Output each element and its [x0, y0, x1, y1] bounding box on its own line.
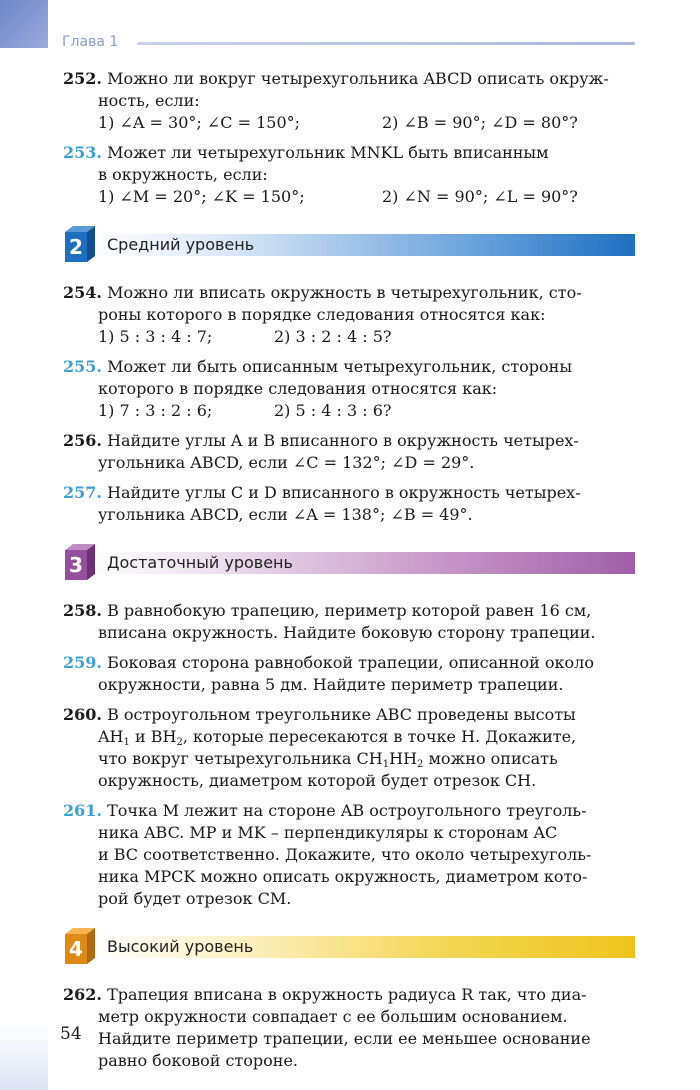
problem-text: Может ли быть описанным четырехугольник, стороны: [107, 357, 573, 376]
problem-text: угольника ABCD, если ∠A = 138°; ∠B = 49°.: [98, 505, 473, 524]
text-fragment: и BH: [129, 727, 177, 746]
problem-text: которого в порядке следования относятся как:: [98, 379, 498, 398]
problem-text: ника MPCK можно описать окружность, диаметром кото-: [98, 867, 588, 886]
option-2: 2) 5 : 4 : 3 : 6?: [274, 401, 392, 420]
problem-253: [63, 142, 635, 208]
option-2: 2) 3 : 2 : 4 : 5?: [274, 327, 392, 346]
level-header-4: [63, 928, 635, 966]
text-fragment: HH: [389, 749, 418, 768]
problem-number: 254.: [63, 283, 102, 302]
corner-decoration: [0, 0, 48, 48]
problem-text: ность, если:: [98, 91, 200, 110]
level-number: 2: [69, 235, 83, 259]
problem-text: Точка M лежит на стороне AB остроугольного треуголь-: [107, 801, 587, 820]
page-number: 54: [60, 1024, 82, 1044]
problem-text: Можно ли вписать окружность в четырехугольник, сто-: [107, 283, 582, 302]
problem-number: 260.: [63, 705, 102, 724]
problem-text: В остроугольном треугольнике ABC проведены высоты: [107, 705, 576, 724]
level-label: Высокий уровень: [107, 937, 254, 956]
problem-text: ника ABC. MP и MK – перпендикуляры к сторонам AC: [98, 823, 558, 842]
chapter-title: Глава 1: [62, 34, 119, 50]
page-content: [63, 68, 635, 1080]
problem-number: 258.: [63, 601, 102, 620]
subscript: 2: [176, 737, 183, 748]
text-fragment: AH: [98, 727, 124, 746]
level-header-2: [63, 226, 635, 264]
subscript: 1: [382, 759, 390, 770]
option-2: 2) ∠N = 90°; ∠L = 90°?: [382, 187, 578, 206]
level-number: 4: [69, 937, 83, 961]
problem-257: [63, 482, 635, 526]
text-fragment: можно описать: [423, 749, 558, 768]
problem-252: [63, 68, 635, 134]
problem-text: и BC соответственно. Докажите, что около четырехуголь-: [98, 845, 592, 864]
problem-text: в окружность, если:: [98, 165, 268, 184]
problem-text: Боковая сторона равнобокой трапеции, описанной около: [107, 653, 594, 672]
problem-text: [63, 726, 635, 748]
problem-number: 255.: [63, 357, 102, 376]
problem-text: В равнобокую трапецию, периметр которой равен 16 см,: [107, 601, 592, 620]
option-1: 1) ∠M = 20°; ∠K = 150°;: [98, 187, 305, 206]
level-number: 3: [69, 553, 83, 577]
problem-262: [63, 984, 635, 1072]
problem-number: 257.: [63, 483, 102, 502]
problem-number: 256.: [63, 431, 102, 450]
problem-options: [63, 326, 635, 348]
problem-text: роны которого в порядке следования относятся как:: [98, 305, 546, 324]
problem-text: окружность, диаметром которой будет отрезок CH.: [98, 771, 537, 790]
problem-number: 261.: [63, 801, 102, 820]
problem-text: Найдите углы A и B вписанного в окружность четырех-: [107, 431, 579, 450]
problem-options: [63, 186, 635, 208]
option-1: 1) 5 : 3 : 4 : 7;: [98, 327, 213, 346]
problem-text: метр окружности совпадает с ее большим основанием.: [98, 1007, 568, 1026]
level-label: Средний уровень: [107, 235, 255, 254]
problem-text: Найдите периметр трапеции, если ее меньшее основание: [98, 1029, 591, 1048]
problem-text: вписана окружность. Найдите боковую сторону трапеции.: [98, 623, 596, 642]
problem-254: [63, 282, 635, 348]
problem-text: угольника ABCD, если ∠C = 132°; ∠D = 29°.: [98, 453, 475, 472]
problem-number: 262.: [63, 985, 102, 1004]
level-label: Достаточный уровень: [107, 553, 293, 572]
subscript: 1: [123, 737, 130, 748]
problem-text: Можно ли вокруг четырехугольника ABCD описать окруж-: [107, 69, 609, 88]
problem-256: [63, 430, 635, 474]
option-2: 2) ∠B = 90°; ∠D = 80°?: [382, 113, 578, 132]
problem-text: Найдите углы C и D вписанного в окружность четырех-: [107, 483, 581, 502]
text-fragment: что вокруг четырехугольника CH: [98, 749, 383, 768]
problem-options: [63, 112, 635, 134]
option-1: 1) 7 : 3 : 2 : 6;: [98, 401, 213, 420]
level-header-3: [63, 544, 635, 582]
problem-259: [63, 652, 635, 696]
problem-number: 259.: [63, 653, 102, 672]
problem-261: [63, 800, 635, 910]
corner-decoration: [0, 1022, 48, 1090]
problem-text: рой будет отрезок CM.: [98, 889, 292, 908]
problem-number: 253.: [63, 143, 102, 162]
header-rule: [137, 42, 635, 45]
problem-258: [63, 600, 635, 644]
problem-number: 252.: [63, 69, 102, 88]
option-1: 1) ∠A = 30°; ∠C = 150°;: [98, 113, 301, 132]
problem-text: Трапеция вписана в окружность радиуса R так, что диа-: [107, 985, 587, 1004]
problem-255: [63, 356, 635, 422]
problem-text: [63, 748, 635, 770]
problem-options: [63, 400, 635, 422]
problem-text: равно боковой стороне.: [98, 1051, 298, 1070]
problem-text: Может ли четырехугольник MNKL быть вписанным: [107, 143, 549, 162]
text-fragment: , которые пересекаются в точке H. Докажите,: [182, 727, 577, 746]
problem-260: [63, 704, 635, 792]
problem-text: окружности, равна 5 дм. Найдите периметр трапеции.: [98, 675, 564, 694]
subscript: 2: [417, 759, 424, 770]
